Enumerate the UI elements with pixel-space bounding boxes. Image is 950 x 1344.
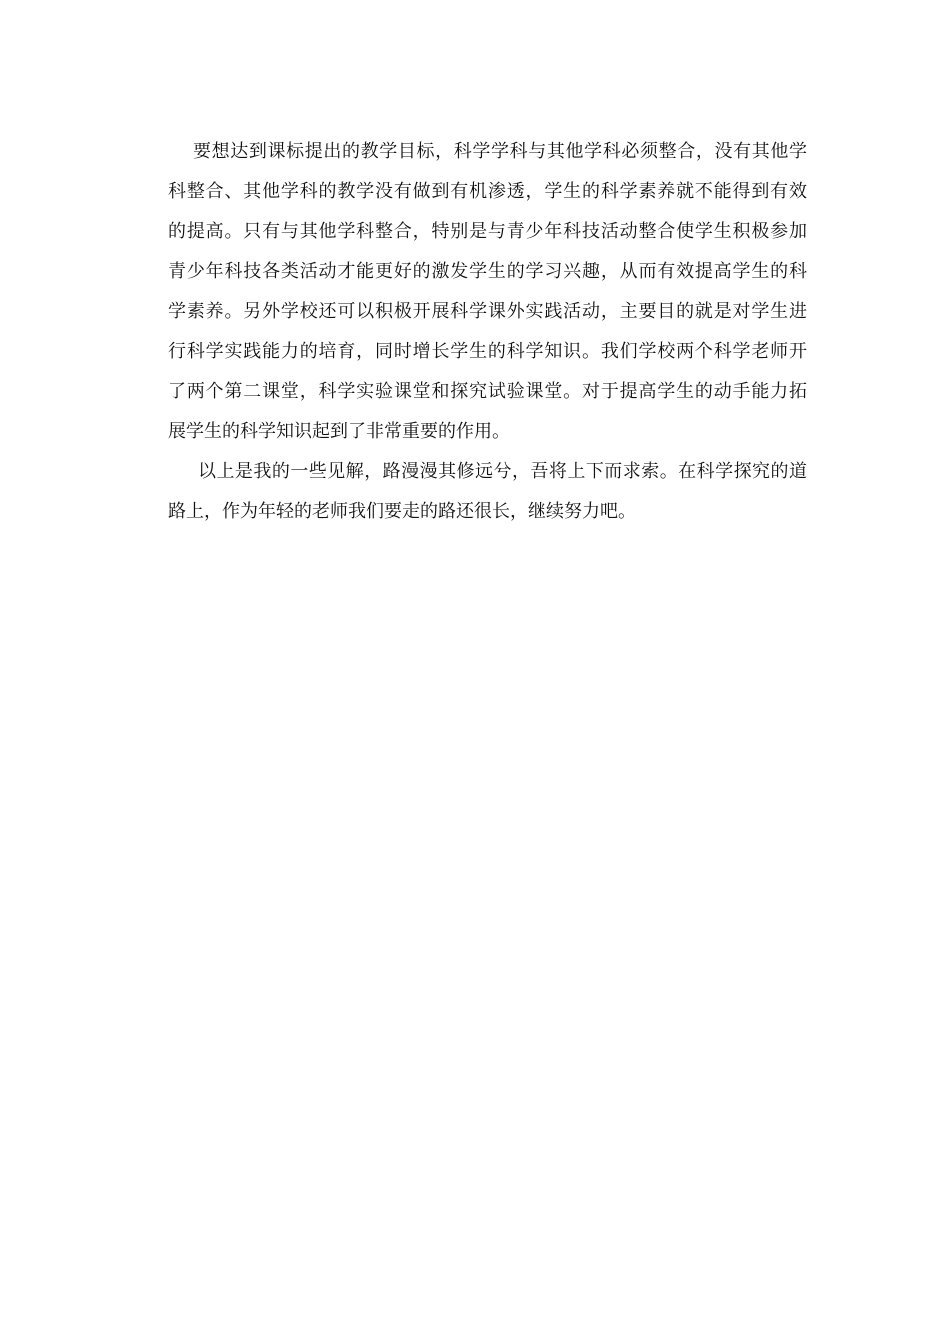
text-line: 青少年科技各类活动才能更好的激发学生的学习兴趣，从而有效提高学生的科 <box>168 261 807 282</box>
text-line: 学素养。另外学校还可以积极开展科学课外实践活动，主要目的就是对学生进 <box>168 301 807 322</box>
text-line: 的提高。只有与其他学科整合，特别是与青少年科技活动整合使学生积极参加 <box>168 221 807 242</box>
paragraph-2 <box>143 452 807 532</box>
text-line: 科整合、其他学科的教学没有做到有机渗透，学生的科学素养就不能得到有效 <box>168 181 807 202</box>
text-line: 要想达到课标提出的教学目标，科学学科与其他学科必须整合，没有其他学 <box>193 141 807 162</box>
text-line: 行科学实践能力的培育，同时增长学生的科学知识。我们学校两个科学老师开 <box>168 341 807 362</box>
body-text <box>143 132 807 532</box>
paragraph-1 <box>143 132 807 452</box>
text-line: 以上是我的一些见解，路漫漫其修远兮，吾将上下而求索。在科学探究的道 <box>198 461 807 482</box>
text-line: 路上，作为年轻的老师我们要走的路还很长，继续努力吧。 <box>168 501 636 522</box>
text-line: 了两个第二课堂，科学实验课堂和探究试验课堂。对于提高学生的动手能力拓 <box>168 381 807 402</box>
text-line: 展学生的科学知识起到了非常重要的作用。 <box>168 421 510 442</box>
